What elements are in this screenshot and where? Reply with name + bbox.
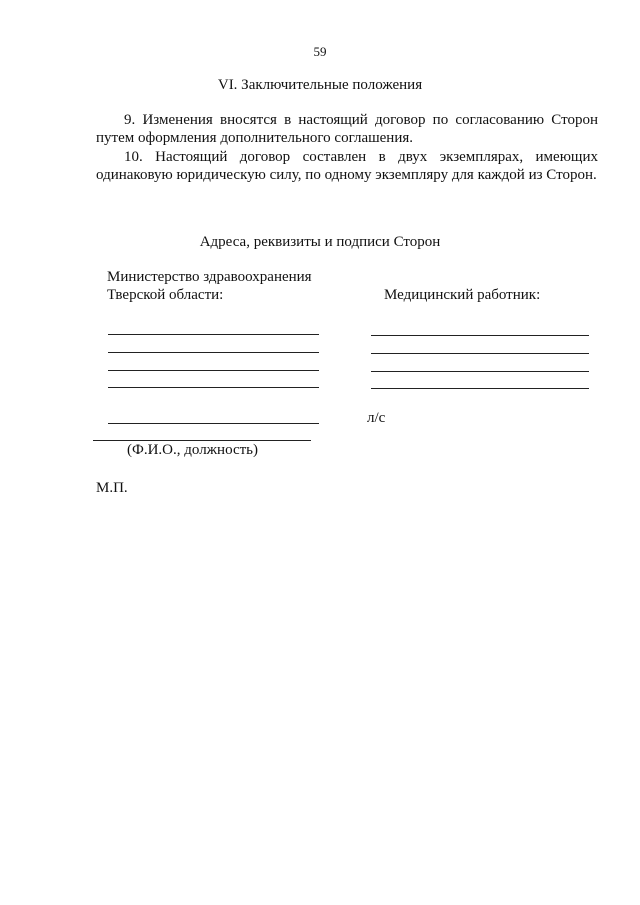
page-number: 59	[313, 44, 327, 59]
signatures-title: Адреса, реквизиты и подписи Сторон	[199, 234, 441, 250]
left-party-name: Министерство здравоохранения Тверской области:	[107, 269, 312, 303]
name-position-caption: (Ф.И.О., должность)	[127, 442, 258, 458]
left-blank-line-3	[108, 370, 319, 371]
left-blank-line-4	[108, 387, 319, 388]
left-blank-line-1	[108, 334, 319, 335]
left-blank-line-2	[108, 352, 319, 353]
left-account-line	[108, 423, 319, 424]
right-blank-line-3	[371, 371, 589, 372]
account-label: л/с	[367, 410, 386, 426]
right-party-name: Медицинский работник:	[384, 287, 541, 303]
signature-line	[93, 440, 311, 441]
paragraph-10: 10. Настоящий договор составлен в двух экземплярах, имеющих одинаковую юридическую силу, по одному экземпляру для каждой из Сторон.	[96, 149, 598, 183]
right-blank-line-2	[371, 353, 589, 354]
right-blank-line-4	[371, 388, 589, 389]
paragraph-9: 9. Изменения вносятся в настоящий договор по согласованию Сторон путем оформления дополнительного соглашения.	[96, 112, 598, 146]
right-blank-line-1	[371, 335, 589, 336]
seal-label: М.П.	[96, 480, 128, 496]
section-title: VI. Заключительные положения	[217, 77, 423, 93]
